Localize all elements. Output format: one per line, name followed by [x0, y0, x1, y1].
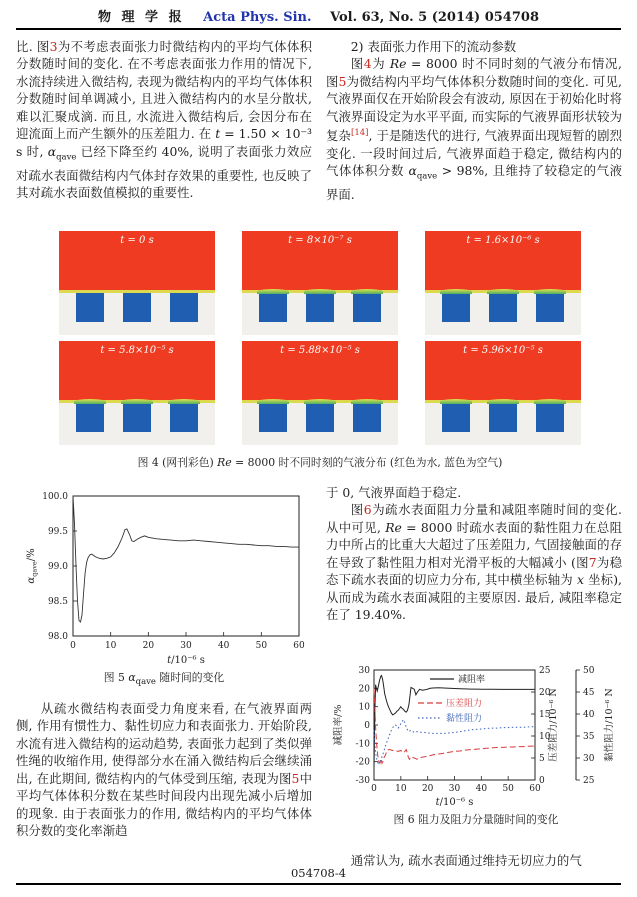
- text-segment: 于 0, 气液界面趋于稳定.: [326, 485, 462, 500]
- figure5-chart: [16, 484, 312, 668]
- svg-text:减阻率: 减阻率: [458, 675, 486, 685]
- svg-text:98.0: 98.0: [47, 632, 68, 642]
- text-segment: 比. 图: [16, 39, 50, 54]
- text-segment: 从疏水微结构表面受力角度来看, 在气液界面两侧, 作用有惯性力、黏性切应力和表面张力. 开始阶段, 水流有进入微结构的运动趋势, 表面张力起到了类似弹性绳的收缩作用, 使得部分水在涌入微结构后会继续涌出, 在此期间, 微结构内的气体受到压缩, 表现为图: [16, 701, 312, 786]
- text-segment: = 1.50 × 10⁻³ s 时,: [16, 126, 312, 159]
- svg-text:25: 25: [583, 776, 595, 786]
- air-pocket: [489, 293, 517, 322]
- svg-text:30: 30: [583, 754, 595, 764]
- air-pocket: [353, 293, 381, 322]
- interface-cap: [351, 289, 383, 294]
- simulation-panel: [242, 341, 398, 445]
- text-segment: 图 5: [103, 671, 129, 684]
- svg-text:50: 50: [583, 666, 595, 676]
- svg-text:99.0: 99.0: [47, 562, 68, 572]
- text-segment: α: [47, 143, 57, 159]
- panel-time-label: t = 5.88×10⁻⁵ s: [280, 345, 360, 356]
- air-pocket: [259, 403, 287, 432]
- simulation-panel: [59, 341, 215, 445]
- svg-text:-30: -30: [355, 776, 370, 786]
- figure6: [330, 662, 622, 827]
- interface-cap: [74, 399, 106, 404]
- svg-text:50: 50: [255, 641, 268, 651]
- svg-text:20: 20: [142, 641, 155, 651]
- header-rule: [16, 28, 621, 30]
- interface-cap: [487, 289, 519, 294]
- svg-text:-10: -10: [355, 739, 370, 750]
- text-segment: 为: [371, 56, 390, 72]
- text-segment: 图 6 阻力及阻力分量随时间的变化: [393, 813, 559, 826]
- text-segment: Re: [217, 456, 232, 469]
- text-segment: = 8000 时不同时刻的气液分布情况, 图: [326, 56, 622, 89]
- interface-cap: [304, 399, 336, 404]
- text-segment: [14]: [351, 128, 369, 139]
- text-segment: α: [408, 163, 417, 179]
- svg-text:30: 30: [180, 641, 192, 651]
- air-pocket: [536, 403, 564, 432]
- svg-text:压差阻力/10⁻⁶ N: 压差阻力/10⁻⁶ N: [548, 688, 559, 762]
- panel-time-label: t = 5.8×10⁻⁵ s: [100, 345, 174, 356]
- svg-text:αqave/%: $\alpha_{qave}/\%$: [26, 548, 39, 584]
- svg-text:20: 20: [358, 684, 370, 695]
- svg-text:0: 0: [371, 784, 377, 794]
- svg-text:30: 30: [358, 666, 370, 676]
- air-pocket: [123, 403, 151, 432]
- text-segment: t: [215, 126, 221, 142]
- figure4-caption: [59, 455, 581, 470]
- air-pocket: [442, 293, 470, 322]
- text-segment: α: [128, 671, 136, 684]
- figure4-grid: [59, 231, 581, 445]
- air-pocket: [353, 403, 381, 432]
- paragraph-left-1: [16, 38, 312, 202]
- svg-text:减阻率/%: 减阻率/%: [333, 704, 344, 746]
- text-segment: Re: [385, 519, 402, 535]
- svg-text:60: 60: [529, 784, 541, 794]
- right-column-mid: [326, 484, 622, 624]
- interface-cap: [351, 399, 383, 404]
- text-segment: 为疏水表面阻力分量和减阻率随时间的变化. 从中可见,: [326, 502, 622, 535]
- panel-time-label: t = 8×10⁻⁷ s: [288, 235, 352, 246]
- journal-issue: Vol. 63, No. 5 (2014) 054708: [330, 10, 539, 25]
- interface-cap: [121, 399, 153, 404]
- paragraph-right-3: [326, 501, 622, 623]
- paragraph-right-1: [326, 55, 622, 203]
- interface-cap: [440, 289, 472, 294]
- text-segment: = 8000 时不同时刻的气液分布 (红色为水, 蓝色为空气): [231, 456, 503, 469]
- text-segment: 图 4 (网刊彩色): [137, 456, 218, 469]
- text-segment: 图: [350, 56, 364, 72]
- right-column-top: [326, 38, 622, 204]
- panel-time-label: t = 0 s: [120, 235, 154, 246]
- text-segment: 坐标), 从而成为疏水表面减阻的主要原因. 最后, 减阻率稳定在了 19.40%.: [326, 572, 622, 623]
- svg-text:黏性阻力/10⁻⁶ N: 黏性阻力/10⁻⁶ N: [604, 688, 615, 762]
- text-segment: 已经下降至约 40%, 说明了表面张力效应对疏水表面微结构内气体封存效果的重要性, 也反映了其对疏水表面数值模拟的重要性.: [16, 143, 312, 201]
- air-pocket: [306, 293, 334, 322]
- svg-text:0: 0: [70, 641, 76, 651]
- air-pocket: [170, 293, 198, 322]
- simulation-panel: [59, 231, 215, 335]
- text-segment: 5: [291, 770, 300, 786]
- svg-text:0: 0: [539, 776, 545, 786]
- svg-text:25: 25: [539, 666, 551, 676]
- text-segment: 为微结构内平均气体体积分数随时间的变化. 可见, 气液界面仅在开始阶段会有波动, 原因在于初始化时将气液界面设定为水平平面, 而实际的气液界面形状较为复杂: [326, 73, 622, 144]
- figure4: [59, 231, 581, 470]
- text-segment: x: [576, 572, 584, 588]
- footer-rule: [16, 883, 621, 885]
- text-segment: = 8000 时疏水表面的黏性阻力在总阻力中所占的比重大大超过了压差阻力, 气固接触面的存在导致了黏性阻力相对光滑平板的大幅减小 (图: [326, 519, 622, 570]
- svg-text:t/10⁻⁶ s: t/10⁻⁶ s: [435, 797, 474, 808]
- journal-title-cn: 物 理 学 报: [98, 10, 185, 25]
- svg-text:50: 50: [502, 784, 514, 794]
- svg-text:35: 35: [583, 732, 595, 742]
- text-segment: 3: [49, 39, 58, 54]
- text-segment: 5: [338, 73, 347, 89]
- simulation-panel: [425, 231, 581, 335]
- text-segment: Re: [389, 56, 407, 72]
- svg-text:10: 10: [539, 732, 551, 742]
- text-segment: 为稳态下疏水表面的切应力分布, 其中横坐标轴为: [326, 554, 622, 588]
- air-pocket: [76, 403, 104, 432]
- text-segment: 随时间的变化: [155, 671, 225, 684]
- panel-time-label: t = 5.96×10⁻⁵ s: [463, 345, 543, 356]
- svg-text:5: 5: [539, 754, 545, 764]
- text-segment: > 98%, 且维持了较稳定的气液界面.: [326, 163, 622, 203]
- interface-cap: [168, 399, 200, 404]
- subsection-heading: [326, 38, 622, 55]
- svg-text:45: 45: [583, 688, 595, 698]
- svg-text:10: 10: [395, 784, 407, 794]
- svg-text:99.5: 99.5: [47, 527, 68, 537]
- text-segment: qave: [135, 677, 156, 688]
- interface-cap: [487, 399, 519, 404]
- text-segment: 6: [363, 502, 372, 518]
- paragraph-left-2-wrap: [16, 700, 312, 840]
- svg-text:40: 40: [475, 784, 488, 794]
- svg-text:60: 60: [293, 641, 305, 651]
- svg-text:15: 15: [539, 710, 551, 720]
- interface-cap: [257, 399, 289, 404]
- air-pocket: [76, 293, 104, 322]
- svg-text:10: 10: [358, 702, 370, 713]
- text-segment: , 于是随迭代的进行, 气液界面出现短暂的剧烈变化. 一段时间过后, 气液界面趋于稳定, 微结构内的气体体积分数: [326, 128, 622, 179]
- text-segment: 2) 表面张力作用下的流动参数: [350, 39, 517, 54]
- air-pocket: [259, 293, 287, 322]
- air-pocket: [170, 403, 198, 432]
- text-segment: 图: [350, 502, 364, 518]
- figure5-caption: [16, 670, 312, 687]
- text-segment: qave: [416, 171, 438, 182]
- svg-text:20: 20: [421, 784, 434, 794]
- air-pocket: [123, 293, 151, 322]
- svg-text:黏性阻力: 黏性阻力: [446, 714, 483, 724]
- svg-text:0: 0: [364, 721, 370, 731]
- svg-text:压差阻力: 压差阻力: [446, 699, 483, 709]
- svg-text:10: 10: [104, 641, 117, 651]
- air-pocket: [306, 403, 334, 432]
- svg-text:30: 30: [448, 784, 461, 794]
- svg-text:20: 20: [539, 688, 551, 698]
- panel-time-label: t = 1.6×10⁻⁶ s: [466, 235, 540, 246]
- text-segment: 为不考虑表面张力时微结构内的平均气体体积分数随时间的变化. 在不考虑表面张力作用的情况下, 水流持续进入微结构, 表现为微结构内的平均气体体积分数随时间单调减小, 且进入微结构内的水呈分散状, 难以汇聚成滴. 而且, 水流进入微结构后, 会因分布在迎流面上而产生额外的压差阻力. 在: [16, 39, 312, 142]
- simulation-panel: [242, 231, 398, 335]
- simulation-panel: [425, 341, 581, 445]
- figure6-chart: [330, 662, 622, 810]
- journal-title-en: Acta Phys. Sin.: [203, 10, 312, 25]
- svg-text:100.0: 100.0: [42, 492, 68, 502]
- text-segment: qave: [56, 152, 77, 163]
- text-segment: 7: [588, 554, 597, 570]
- interface-cap: [257, 289, 289, 294]
- text-segment: 通常认为, 疏水表面通过维持无切应力的气: [350, 853, 582, 868]
- figure5: [16, 484, 312, 687]
- svg-text:-20: -20: [355, 757, 370, 768]
- air-pocket: [442, 403, 470, 432]
- figure6-caption: [330, 812, 622, 827]
- interface-cap: [304, 289, 336, 294]
- text-segment: 4: [363, 56, 372, 72]
- svg-text:t/10⁻⁶ s: t/10⁻⁶ s: [167, 655, 205, 666]
- page-header: [0, 6, 637, 25]
- paragraph-left-2: [16, 700, 312, 840]
- paragraph-right-2: [326, 484, 622, 501]
- air-pocket: [536, 293, 564, 322]
- interface-cap: [440, 399, 472, 404]
- svg-text:40: 40: [217, 641, 230, 651]
- text-segment: 中平均气体体积分数在某些时间段内出现先减小后增加的现象. 由于表面张力的作用, 微结构内的平均气体体积分数的变化率渐趋: [16, 770, 313, 839]
- page-number: 054708-4: [290, 866, 347, 880]
- svg-text:40: 40: [583, 710, 595, 720]
- svg-text:98.5: 98.5: [47, 597, 68, 607]
- air-pocket: [489, 403, 517, 432]
- interface-cap: [534, 289, 566, 294]
- interface-cap: [534, 399, 566, 404]
